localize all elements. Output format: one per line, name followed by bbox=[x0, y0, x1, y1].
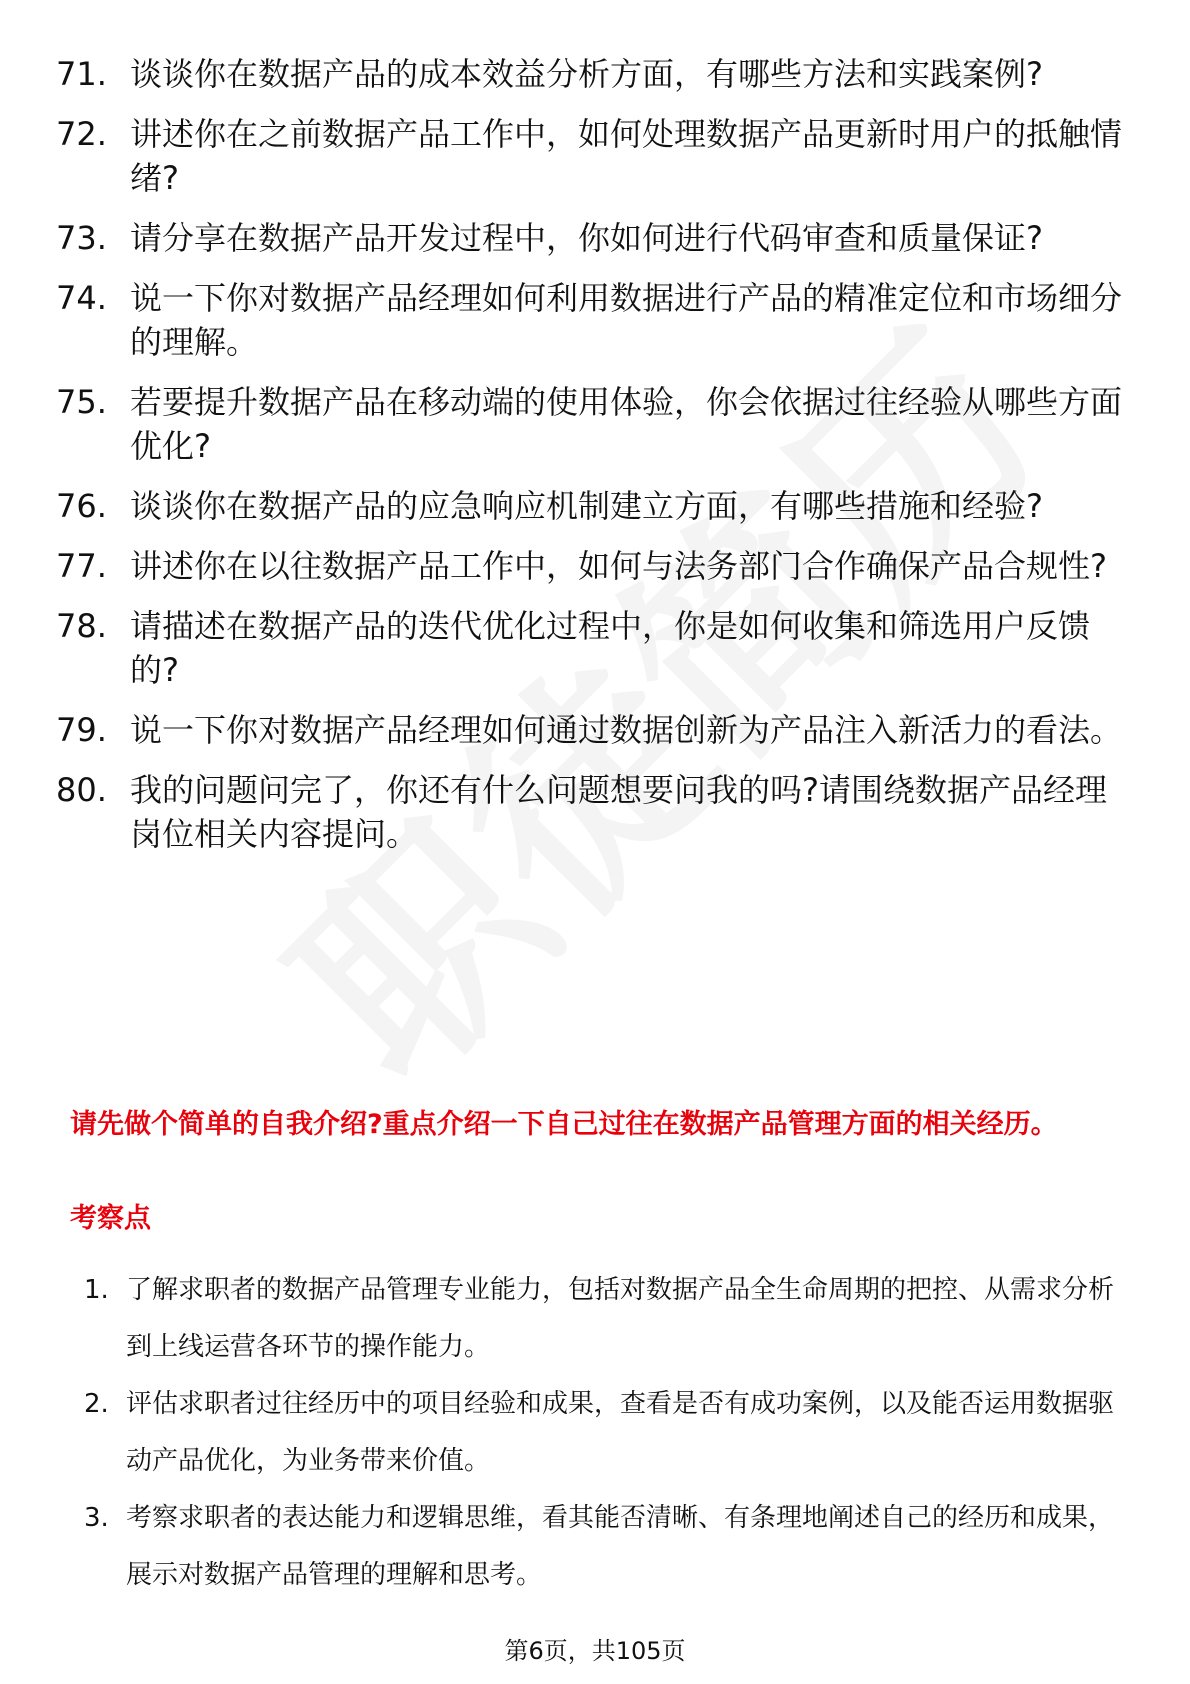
point-text: 考察求职者的表达能力和逻辑思维，看其能否清晰、有条理地阐述自己的经历和成果，展示对数据产品管理的理解和思考。 bbox=[126, 1503, 1115, 1590]
evaluation-point bbox=[84, 1376, 1124, 1490]
question-item bbox=[56, 216, 1136, 260]
question-text: 谈谈你在数据产品的成本效益分析方面，有哪些方法和实践案例? bbox=[130, 55, 1043, 93]
evaluation-point bbox=[84, 1490, 1124, 1604]
question-number: 79. bbox=[56, 711, 107, 749]
question-number: 80. bbox=[56, 771, 107, 809]
question-item bbox=[56, 708, 1136, 752]
question-number: 73. bbox=[56, 219, 107, 257]
section-subheading: 考察点 bbox=[70, 1203, 151, 1234]
question-text: 若要提升数据产品在移动端的使用体验，你会依据过往经验从哪些方面优化? bbox=[130, 383, 1123, 465]
point-number: 2. bbox=[84, 1389, 109, 1419]
section-heading: 请先做个简单的自我介绍?重点介绍一下自己过往在数据产品管理方面的相关经历。 bbox=[70, 1109, 1058, 1140]
question-text: 我的问题问完了，你还有什么问题想要问我的吗?请围绕数据产品经理岗位相关内容提问。 bbox=[130, 771, 1107, 853]
point-text: 评估求职者过往经历中的项目经验和成果，查看是否有成功案例，以及能否运用数据驱动产品优化，为业务带来价值。 bbox=[126, 1389, 1115, 1476]
question-item bbox=[56, 380, 1136, 468]
question-item bbox=[56, 52, 1136, 96]
question-list bbox=[56, 52, 1136, 872]
page-footer: 第6页，共105页 bbox=[504, 1637, 686, 1665]
point-number: 3. bbox=[84, 1503, 109, 1533]
question-item bbox=[56, 112, 1136, 200]
question-text: 讲述你在以往数据产品工作中，如何与法务部门合作确保产品合规性? bbox=[130, 547, 1107, 585]
point-number: 1. bbox=[84, 1275, 109, 1305]
point-text: 了解求职者的数据产品管理专业能力，包括对数据产品全生命周期的把控、从需求分析到上线运营各环节的操作能力。 bbox=[126, 1275, 1115, 1362]
question-text: 讲述你在之前数据产品工作中，如何处理数据产品更新时用户的抵触情绪? bbox=[130, 115, 1123, 197]
question-number: 77. bbox=[56, 547, 107, 585]
question-item bbox=[56, 484, 1136, 528]
question-text: 说一下你对数据产品经理如何利用数据进行产品的精准定位和市场细分的理解。 bbox=[130, 279, 1123, 361]
question-item bbox=[56, 768, 1136, 856]
evaluation-point bbox=[84, 1262, 1124, 1376]
question-number: 75. bbox=[56, 383, 107, 421]
question-number: 71. bbox=[56, 55, 107, 93]
question-text: 请分享在数据产品开发过程中，你如何进行代码审查和质量保证? bbox=[130, 219, 1043, 257]
question-text: 说一下你对数据产品经理如何通过数据创新为产品注入新活力的看法。 bbox=[130, 711, 1123, 749]
question-item bbox=[56, 604, 1136, 692]
question-item bbox=[56, 544, 1136, 588]
question-text: 谈谈你在数据产品的应急响应机制建立方面，有哪些措施和经验? bbox=[130, 487, 1043, 525]
question-number: 78. bbox=[56, 607, 107, 645]
question-number: 74. bbox=[56, 279, 107, 317]
question-number: 72. bbox=[56, 115, 107, 153]
question-text: 请描述在数据产品的迭代优化过程中，你是如何收集和筛选用户反馈的? bbox=[130, 607, 1091, 689]
question-item bbox=[56, 276, 1136, 364]
evaluation-point-list bbox=[84, 1262, 1124, 1604]
question-number: 76. bbox=[56, 487, 107, 525]
